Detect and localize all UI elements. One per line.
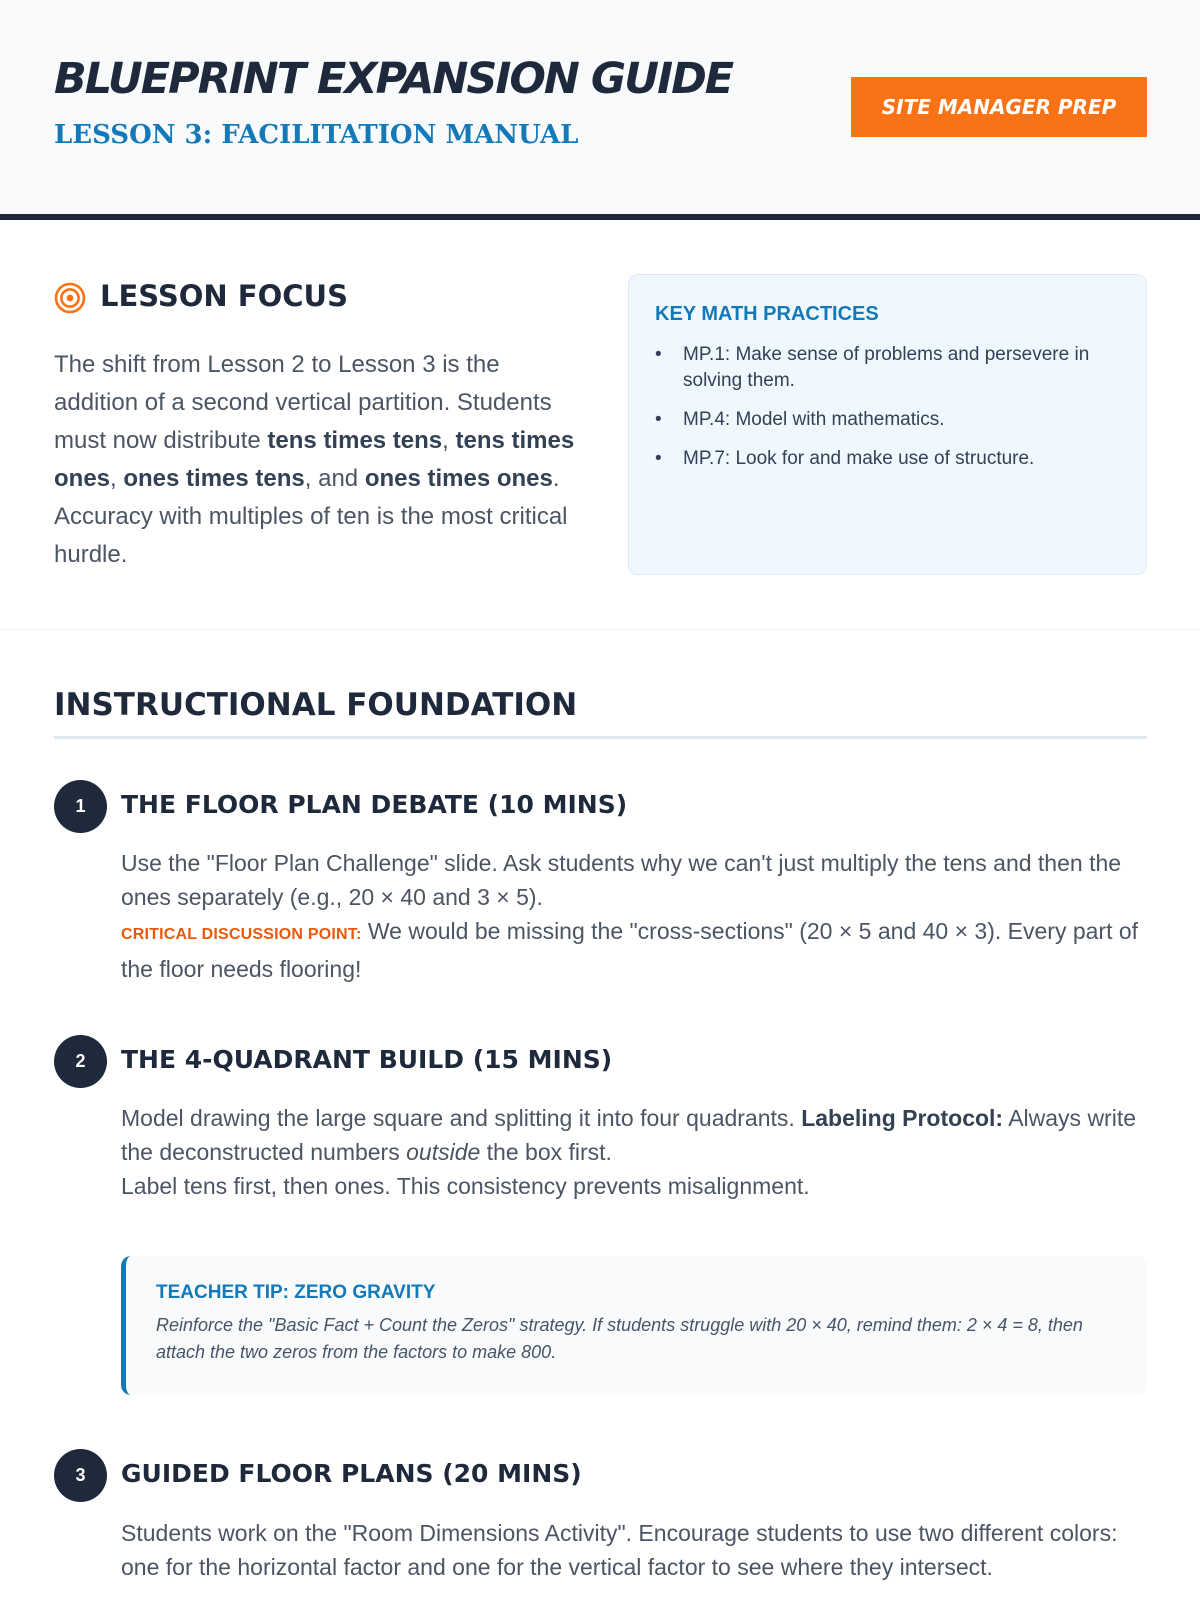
key-math-practices-card (628, 274, 1147, 575)
target-icon (54, 282, 86, 314)
practices-title: KEY MATH PRACTICES (655, 303, 879, 325)
practice-item: • MP.7: Look for and make use of structure. (655, 446, 1120, 472)
document-subtitle: LESSON 3: FACILITATION MANUAL (54, 120, 579, 150)
step-2-number-badge: 2 (54, 1035, 107, 1088)
practice-item: • MP.4: Model with mathematics. (655, 407, 1120, 433)
section-divider (0, 629, 1200, 630)
term-ones-times-ones: ones times ones (364, 465, 553, 492)
step-1-number-badge: 1 (54, 780, 107, 833)
section-underline (54, 736, 1147, 739)
practice-item: • MP.1: Make sense of problems and persevere in solving them. (655, 342, 1120, 394)
practices-list (655, 342, 1120, 472)
term-tens-times-tens: tens times tens (267, 427, 443, 454)
lesson-focus-heading: LESSON FOCUS (100, 279, 348, 313)
document-title: BLUEPRINT EXPANSION GUIDE (54, 54, 733, 104)
step-1-text: Use the "Floor Plan Challenge" slide. Ask students why we can't just multiply the tens and then the ones separately (e.g., 20 × 40 and 3 × 5). CRITICAL DISCUSSION POINT: We would be missing the "cross-sections" (20 × 5 and 40 × 3). Every part of the floor needs flooring! (121, 850, 1139, 982)
teacher-tip-text: Reinforce the "Basic Fact + Count the Zeros" strategy. If students struggle with 20 × 40, remind them: 2 × 4 = 8, then attach the two zeros from the factors to make 800. (156, 1315, 1083, 1362)
site-manager-badge: SITE MANAGER PREP (851, 77, 1147, 137)
term-ones-times-tens: ones times tens (123, 465, 305, 492)
teacher-tip-title: TEACHER TIP: ZERO GRAVITY (156, 1282, 436, 1303)
step-2-title: THE 4-QUADRANT BUILD (15 MINS) (121, 1045, 613, 1074)
step-3-text: Students work on the "Room Dimensions Activity". Encourage students to use two different colors: one for the horizontal factor and one for the vertical factor to see where they intersect. (121, 1520, 1118, 1580)
step-2-text: Model drawing the large square and splitting it into four quadrants. Labeling Protocol: Always write the deconstructed numbers outside the box first. Label tens first, then ones. This consistency prevents misalignment. (121, 1105, 1137, 1199)
teacher-tip-callout (121, 1256, 1147, 1395)
step-3-title: GUIDED FLOOR PLANS (20 MINS) (121, 1459, 582, 1488)
page-header (0, 0, 1200, 220)
step-1-title: THE FLOOR PLAN DEBATE (10 MINS) (121, 790, 628, 819)
critical-discussion-label: CRITICAL DISCUSSION POINT: (121, 926, 362, 943)
term-tens-times-ones: tens times ones (54, 427, 575, 492)
labeling-protocol-label: Labeling Protocol: (801, 1105, 1004, 1131)
lesson-focus-text: The shift from Lesson 2 to Lesson 3 is the addition of a second vertical partition. Students must now distribute tens times tens, tens times ones, ones times tens, and ones times ones. Accuracy with multiples of ten is the most critical hurdle. (54, 351, 575, 568)
instructional-foundation-heading: INSTRUCTIONAL FOUNDATION (54, 687, 578, 723)
step-3-number-badge: 3 (54, 1449, 107, 1502)
